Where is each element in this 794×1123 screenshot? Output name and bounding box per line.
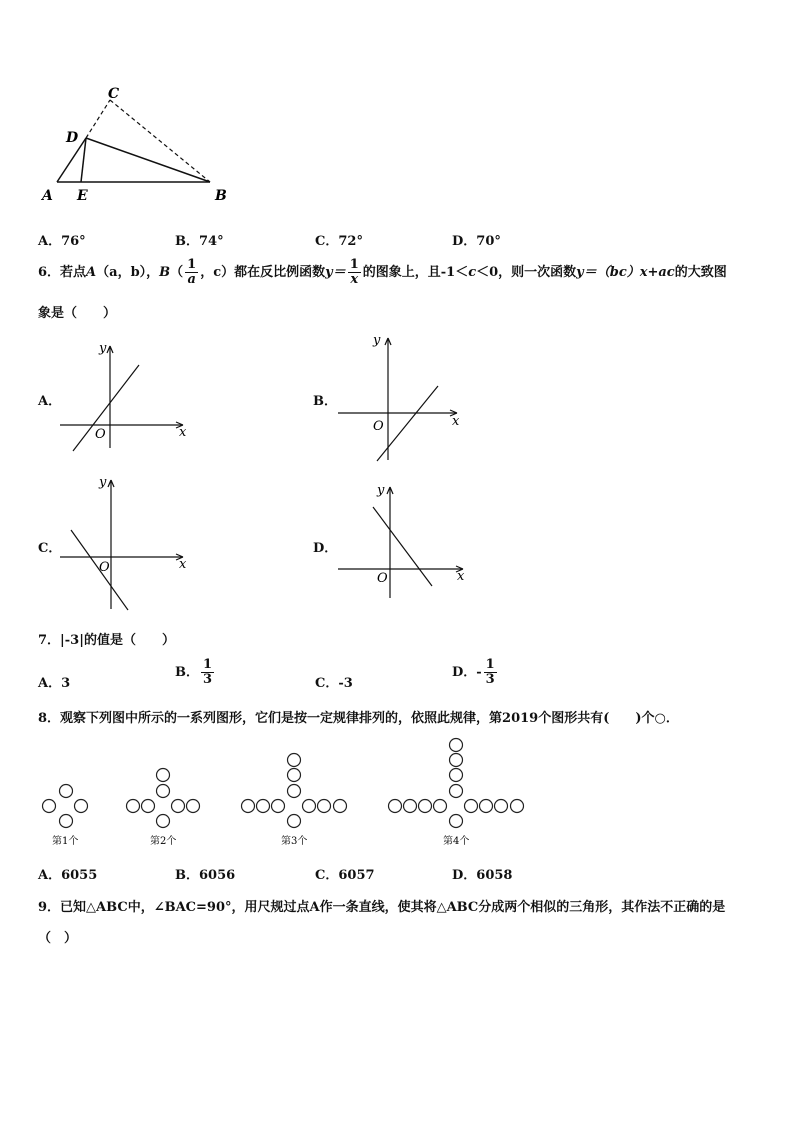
q8-option-b[interactable]: B．6056	[175, 868, 236, 883]
q6-text-3: ＜0，则一次函数	[476, 265, 577, 280]
segment-db	[86, 138, 210, 182]
caption-figure-3: 第3个	[281, 836, 308, 847]
pattern-circle	[157, 815, 170, 828]
q7-option-c[interactable]: C．-3	[315, 676, 353, 691]
q6-option-d[interactable]: D．	[313, 541, 338, 556]
pattern-circle	[450, 815, 463, 828]
pattern-circle	[450, 754, 463, 767]
pattern-circle	[450, 785, 463, 798]
q7-option-b-den: 3	[203, 672, 213, 687]
q5-option-b[interactable]: B．74°	[175, 234, 224, 249]
pattern-circle	[288, 785, 301, 798]
q5-option-a[interactable]: A．76°	[38, 234, 86, 249]
axis-y-label: y	[99, 341, 107, 356]
origin-label: O	[99, 560, 110, 575]
q8-option-d[interactable]: D．6058	[452, 868, 513, 883]
q6-c-var: c	[468, 265, 477, 280]
q6-frac1-num: 1	[187, 257, 197, 272]
label-b: B	[215, 188, 227, 204]
q9-stem-line-2: （ ）	[38, 931, 78, 946]
pattern-circle	[43, 800, 56, 813]
segment-dc	[86, 100, 110, 138]
q7-option-d-fraction	[484, 658, 497, 687]
pattern-circle	[511, 800, 524, 813]
origin-label: O	[373, 419, 384, 434]
axis-y-label: y	[373, 333, 381, 348]
pattern-circle	[172, 800, 185, 813]
q9-stem: 9．已知△ABC中，∠BAC=90°，用尺规过点A作一条直线，使其将△ABC分成两个相似的三角形，其作法不正确的是	[38, 900, 726, 915]
axis-x-label: x	[179, 425, 187, 440]
pattern-circle	[142, 800, 155, 813]
segment-cb	[110, 100, 210, 182]
q6-fraction-1-over-x	[348, 258, 361, 287]
origin-label: O	[95, 427, 106, 442]
q7-stem: 7．|-3|的值是（ ）	[38, 633, 175, 648]
axis-y-label: y	[99, 475, 107, 490]
q7-option-b-prefix: B．	[175, 665, 199, 680]
pattern-circle	[257, 800, 270, 813]
pattern-circle	[288, 815, 301, 828]
pattern-circle	[480, 800, 493, 813]
pattern-circle	[389, 800, 402, 813]
pattern-circle	[272, 800, 285, 813]
q6-paren: （	[170, 265, 184, 280]
q6-fraction-1-over-a	[185, 258, 198, 287]
pattern-circle	[157, 769, 170, 782]
q6-option-c[interactable]: C．	[38, 541, 62, 556]
pattern-circle	[75, 800, 88, 813]
graph-c	[55, 473, 200, 613]
q6-frac1-den: a	[187, 272, 196, 287]
pattern-circle	[450, 739, 463, 752]
pattern-circle	[318, 800, 331, 813]
q6-option-a[interactable]: A．	[38, 394, 62, 409]
graph-d	[335, 482, 470, 604]
q6-option-b[interactable]: B．	[313, 394, 337, 409]
q6-b-rest: ，c）都在反比例函数	[200, 265, 326, 280]
triangle-figure	[30, 80, 250, 210]
q7-option-b-num: 1	[203, 657, 213, 672]
q8-option-a[interactable]: A．6055	[38, 868, 98, 883]
circle-pattern-figures	[30, 735, 540, 850]
pattern-circle	[303, 800, 316, 813]
q6-text-2: 的图象上，且-1＜	[362, 265, 469, 280]
pattern-circle	[127, 800, 140, 813]
graph-b	[335, 332, 470, 464]
label-c: C	[108, 86, 120, 102]
q6-point-b: B	[159, 265, 171, 280]
q7-option-a[interactable]: A．3	[38, 676, 71, 691]
axis-y-label: y	[377, 483, 385, 498]
label-e: E	[77, 188, 88, 204]
axis-x-label: x	[457, 569, 465, 584]
q7-option-d-num: 1	[485, 657, 495, 672]
q6-stem	[38, 256, 727, 290]
pattern-circle	[404, 800, 417, 813]
q7-option-d-prefix: D．-	[452, 665, 482, 680]
q7-option-d[interactable]	[452, 658, 499, 687]
pattern-circle	[242, 800, 255, 813]
q7-option-d-den: 3	[485, 672, 495, 687]
caption-figure-2: 第2个	[150, 836, 177, 847]
q6-stem-line-2: 象是（ ）	[38, 306, 117, 321]
q8-option-c[interactable]: C．6057	[315, 868, 375, 883]
pattern-circle	[288, 769, 301, 782]
pattern-circle	[465, 800, 478, 813]
q6-function: y＝（bc）x+ac	[576, 265, 675, 280]
q6-text-4: 的大致图	[674, 265, 727, 280]
caption-figure-4: 第4个	[443, 836, 470, 847]
label-a: A	[42, 188, 53, 204]
q6-a-coords: （a，b），	[96, 265, 160, 280]
pattern-circle	[288, 754, 301, 767]
q6-text-1: 6．若点	[38, 265, 87, 280]
axis-x-label: x	[179, 557, 187, 572]
q8-stem: 8．观察下列图中所示的一系列图形，它们是按一定规律排列的，依照此规律，第2019个图形共有( )个○．	[38, 711, 679, 726]
graph-a	[55, 338, 200, 453]
q6-point-a: A	[86, 265, 97, 280]
q6-frac2-den: x	[350, 272, 359, 287]
origin-label: O	[377, 571, 388, 586]
pattern-circle	[157, 785, 170, 798]
q5-option-d[interactable]: D．70°	[452, 234, 501, 249]
q5-option-c[interactable]: C．72°	[315, 234, 363, 249]
pattern-circle	[187, 800, 200, 813]
label-d: D	[66, 130, 79, 146]
pattern-circle	[434, 800, 447, 813]
q7-option-b-fraction	[201, 658, 214, 687]
caption-figure-1: 第1个	[52, 836, 79, 847]
pattern-circle	[60, 785, 73, 798]
q7-option-b[interactable]	[175, 658, 216, 687]
function-line	[377, 386, 438, 461]
pattern-circle	[60, 815, 73, 828]
pattern-circle	[419, 800, 432, 813]
function-line	[73, 365, 139, 451]
axis-x-label: x	[452, 414, 460, 429]
q6-frac2-num: 1	[349, 257, 359, 272]
pattern-circle	[450, 769, 463, 782]
pattern-circle	[334, 800, 347, 813]
q6-y-eq: y＝	[325, 265, 346, 280]
pattern-circle	[495, 800, 508, 813]
